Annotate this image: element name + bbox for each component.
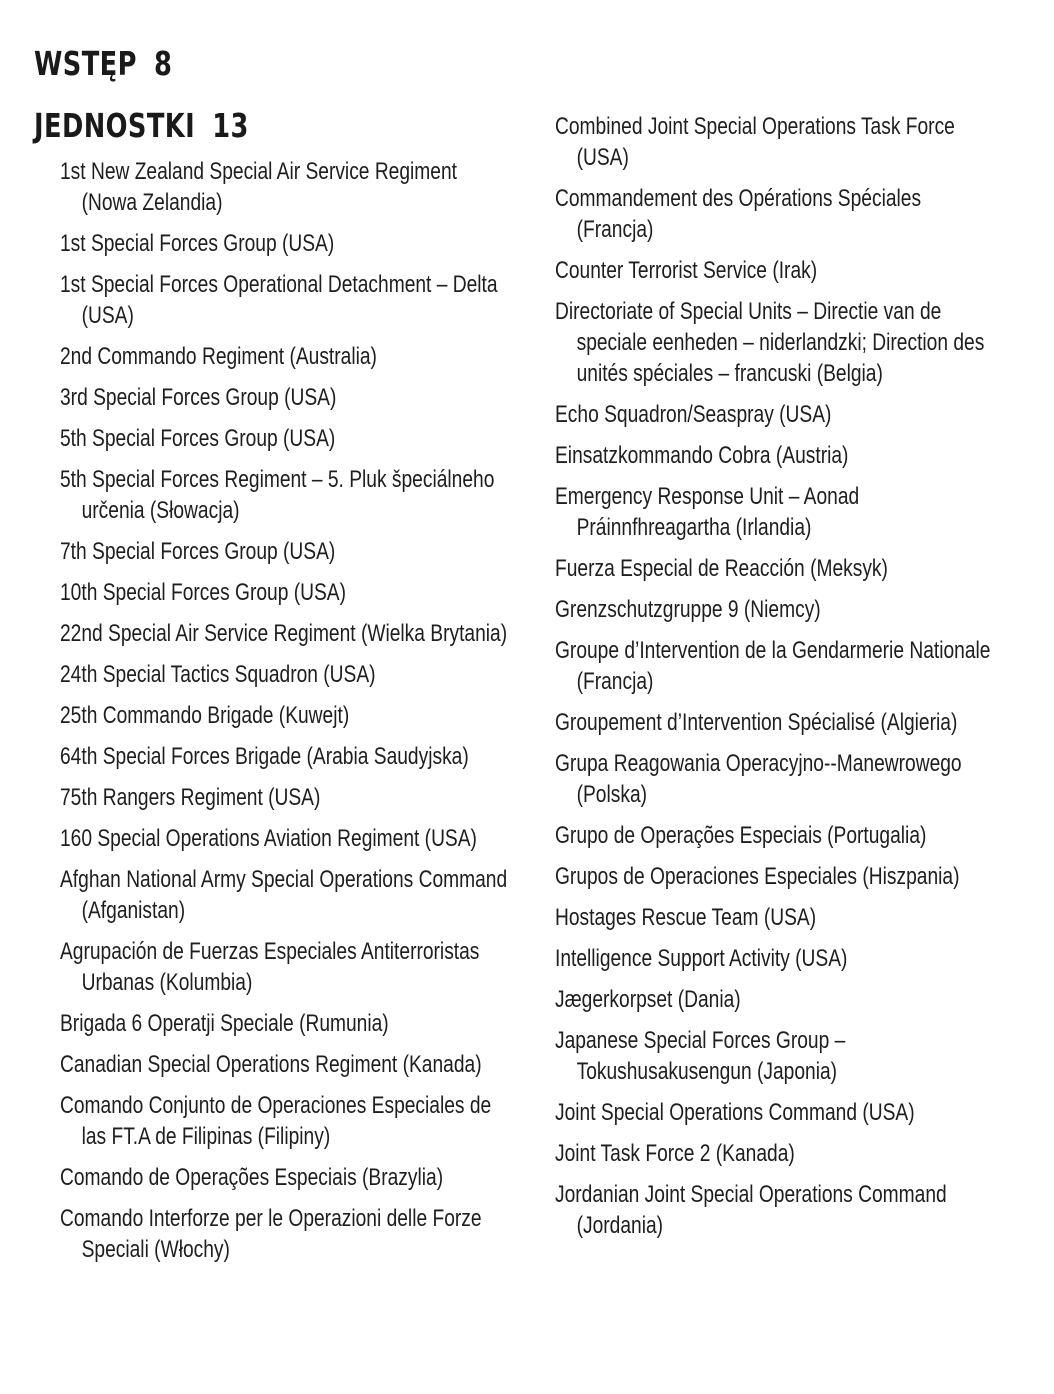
- index-column-left: [60, 156, 508, 1275]
- section-page-number: 8: [154, 44, 173, 83]
- index-entry: Emergency Response Unit – Aonad Práinnfhreagartha (Irlandia): [555, 483, 860, 541]
- index-entry: 160 Special Operations Aviation Regiment (USA): [60, 825, 477, 852]
- index-entry: 64th Special Forces Brigade (Arabia Saudyjska): [60, 743, 469, 770]
- index-entry: 3rd Special Forces Group (USA): [60, 384, 337, 411]
- section-title: JEDNOSTKI: [34, 106, 196, 145]
- index-entry: Agrupación de Fuerzas Especiales Antiterroristas Urbanas (Kolumbia): [60, 938, 480, 996]
- index-entry: Intelligence Support Activity (USA): [555, 945, 848, 972]
- index-entry: Combined Joint Special Operations Task Force (USA): [555, 113, 955, 171]
- index-entry: Grupos de Operaciones Especiales (Hiszpania): [555, 863, 960, 890]
- index-entry: Groupement d’Intervention Spécialisé (Algieria): [555, 709, 958, 736]
- index-entry: Afghan National Army Special Operations Command (Afganistan): [60, 866, 508, 924]
- index-entry: 7th Special Forces Group (USA): [60, 538, 336, 565]
- index-entry: Canadian Special Operations Regiment (Kanada): [60, 1051, 482, 1078]
- index-entry: Brigada 6 Operatji Speciale (Rumunia): [60, 1010, 389, 1037]
- index-entry: Joint Task Force 2 (Kanada): [555, 1140, 795, 1167]
- index-entry: 1st Special Forces Group (USA): [60, 230, 335, 257]
- index-entry: Comando de Operações Especiais (Brazylia): [60, 1164, 444, 1191]
- index-entry: Grupa Reagowania Operacyjno--Manewrowego (Polska): [555, 750, 962, 808]
- index-entry: Grenzschutzgruppe 9 (Niemcy): [555, 596, 821, 623]
- index-entry: Counter Terrorist Service (Irak): [555, 257, 818, 284]
- index-entry: Comando Conjunto de Operaciones Especiales de las FT.A de Filipinas (Filipiny): [60, 1092, 492, 1150]
- index-entry: 2nd Commando Regiment (Australia): [60, 343, 377, 370]
- index-entry: 1st Special Forces Operational Detachment – Delta (USA): [60, 271, 498, 329]
- index-entry: Jægerkorpset (Dania): [555, 986, 741, 1013]
- index-entry: Commandement des Opérations Spéciales (Francja): [555, 185, 922, 243]
- index-entry: 75th Rangers Regiment (USA): [60, 784, 321, 811]
- index-entry: 5th Special Forces Regiment – 5. Pluk špeciálneho určenia (Słowacja): [60, 466, 495, 524]
- section-page-number: 13: [212, 106, 249, 145]
- index-entry: 24th Special Tactics Squadron (USA): [60, 661, 376, 688]
- index-entry: Jordanian Joint Special Operations Command (Jordania): [555, 1181, 947, 1239]
- index-entry: Fuerza Especial de Reacción (Meksyk): [555, 555, 888, 582]
- index-entry: Echo Squadron/Seaspray (USA): [555, 401, 832, 428]
- index-entry: Directoriate of Special Units – Directie van de speciale eenheden – niderlandzki; Direction des unités spéciales – francuski (Belgia): [555, 298, 985, 387]
- index-entry: 22nd Special Air Service Regiment (Wielka Brytania): [60, 620, 508, 647]
- index-entry: 25th Commando Brigade (Kuwejt): [60, 702, 350, 729]
- index-entry: 5th Special Forces Group (USA): [60, 425, 336, 452]
- section-heading-wstep: [34, 44, 172, 83]
- index-entry: 10th Special Forces Group (USA): [60, 579, 346, 606]
- index-entry: Einsatzkommando Cobra (Austria): [555, 442, 849, 469]
- index-entry: Comando Interforze per le Operazioni delle Forze Speciali (Włochy): [60, 1205, 482, 1263]
- index-column-right: [555, 111, 1003, 1251]
- index-entry: Grupo de Operações Especiais (Portugalia): [555, 822, 927, 849]
- index-entry: 1st New Zealand Special Air Service Regiment (Nowa Zelandia): [60, 158, 457, 216]
- section-heading-jednostki: [34, 106, 249, 145]
- index-entry: Joint Special Operations Command (USA): [555, 1099, 915, 1126]
- section-title: WSTĘP: [34, 44, 137, 83]
- index-entry: Groupe d’Intervention de la Gendarmerie Nationale (Francja): [555, 637, 991, 695]
- index-entry: Hostages Rescue Team (USA): [555, 904, 817, 931]
- index-entry: Japanese Special Forces Group – Tokushusakusengun (Japonia): [555, 1027, 846, 1085]
